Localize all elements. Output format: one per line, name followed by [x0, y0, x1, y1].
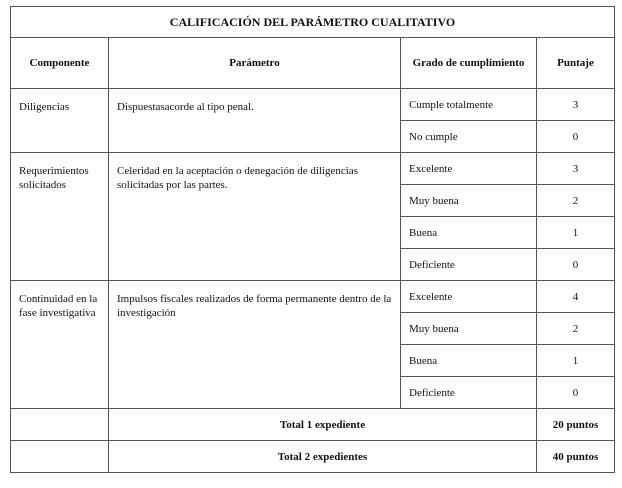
puntaje-cell: 4 [537, 281, 615, 313]
puntaje-cell: 0 [537, 121, 615, 153]
total-value: 40 puntos [537, 441, 615, 473]
table-row [11, 89, 615, 121]
header-grado: Grado de cumplimiento [401, 38, 537, 89]
calificacion-table [10, 6, 615, 473]
parametro-cell: Dispuestasacorde al tipo penal. [109, 89, 401, 153]
total-row [11, 441, 615, 473]
componente-cell: Continuidad en la fase investigativa [11, 281, 109, 409]
table-title: CALIFICACIÓN DEL PARÁMETRO CUALITATIVO [11, 7, 615, 38]
componente-cell: Requerimientos solicitados [11, 153, 109, 281]
table-row [11, 281, 615, 313]
grado-cell: No cumple [401, 121, 537, 153]
puntaje-cell: 1 [537, 345, 615, 377]
grado-cell: Deficiente [401, 249, 537, 281]
puntaje-cell: 2 [537, 313, 615, 345]
grado-cell: Deficiente [401, 377, 537, 409]
header-puntaje: Puntaje [537, 38, 615, 89]
table-row [11, 153, 615, 185]
puntaje-cell: 3 [537, 153, 615, 185]
grado-cell: Buena [401, 345, 537, 377]
grado-cell: Excelente [401, 153, 537, 185]
grado-cell: Muy buena [401, 313, 537, 345]
total-row [11, 409, 615, 441]
puntaje-cell: 3 [537, 89, 615, 121]
puntaje-cell: 0 [537, 249, 615, 281]
grado-cell: Muy buena [401, 185, 537, 217]
header-componente: Componente [11, 38, 109, 89]
total-label: Total 2 expedientes [109, 441, 537, 473]
componente-cell: Diligencias [11, 89, 109, 153]
header-parametro: Parámetro [109, 38, 401, 89]
empty-cell [11, 409, 109, 441]
grado-cell: Excelente [401, 281, 537, 313]
parametro-cell: Impulsos fiscales realizados de forma permanente dentro de la investigación [109, 281, 401, 409]
grado-cell: Cumple totalmente [401, 89, 537, 121]
puntaje-cell: 2 [537, 185, 615, 217]
puntaje-cell: 0 [537, 377, 615, 409]
empty-cell [11, 441, 109, 473]
grado-cell: Buena [401, 217, 537, 249]
parametro-cell: Celeridad en la aceptación o denegación de diligencias solicitadas por las partes. [109, 153, 401, 281]
total-label: Total 1 expediente [109, 409, 537, 441]
total-value: 20 puntos [537, 409, 615, 441]
puntaje-cell: 1 [537, 217, 615, 249]
